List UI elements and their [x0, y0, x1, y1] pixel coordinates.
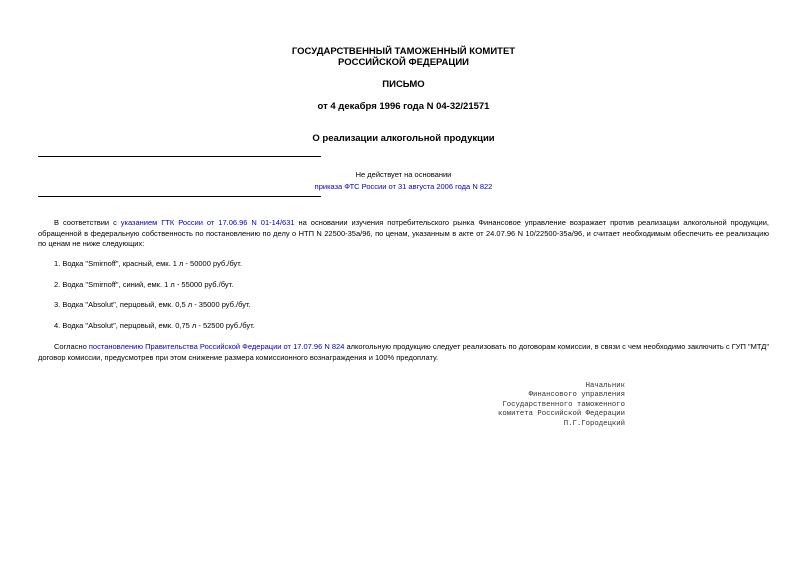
document-status — [0, 169, 807, 193]
signature-org-line-1: Государственного таможенного — [502, 400, 625, 409]
government-resolution-link[interactable]: постановлению Правительства Российской Федерации от 17.07.96 N 824 — [88, 342, 345, 351]
list-item: 3. Водка "Absolut", перцовый, емк. 0,5 л - 35000 руб./бут. — [54, 300, 251, 309]
paragraph-1 — [38, 218, 769, 250]
paragraph-1-intro: В соответствии с — [54, 218, 121, 227]
document-type: ПИСЬМО — [382, 79, 425, 90]
issuer-organization — [0, 46, 807, 68]
divider-bottom — [38, 196, 321, 197]
paragraph-2-text: алкогольную продукцию следует реализовать по договорам комиссии, в связи с чем необходимо заключить с ГУП "МТД" договор комиссии, предусмотрев при этом снижение размера комиссионного вознаграждения и 100% предоплату. — [38, 342, 769, 362]
list-item: 4. Водка "Absolut", перцовый, емк. 0,75 л - 52500 руб./бут. — [54, 321, 255, 330]
list-item: 1. Водка "Smirnoff", красный, емк. 1 л - 50000 руб./бут. — [54, 259, 242, 268]
paragraph-2 — [38, 342, 769, 363]
divider-top — [38, 156, 321, 157]
signature-position: Начальник — [585, 382, 625, 390]
paragraph-2-intro: Согласно — [54, 342, 89, 351]
signature-block — [498, 382, 625, 429]
document-date-number: от 4 декабря 1996 года N 04-32/21571 — [317, 101, 490, 112]
status-text: Не действует на основании — [355, 170, 452, 179]
signatory-name: П.Г.Городецкий — [563, 419, 625, 428]
status-link[interactable]: приказа ФТС России от 31 августа 2006 года N 822 — [314, 182, 493, 191]
document-subject: О реализации алкогольной продукции — [312, 133, 495, 144]
list-item: 2. Водка "Smirnoff", синий, емк. 1 л - 55000 руб./бут. — [54, 280, 234, 289]
issuer-line-1: ГОСУДАРСТВЕННЫЙ ТАМОЖЕННЫЙ КОМИТЕТ — [291, 46, 516, 57]
gtk-instruction-link[interactable]: указанием ГТК России от 17.06.96 N 01-14/631 — [120, 218, 295, 227]
issuer-line-2: РОССИЙСКОЙ ФЕДЕРАЦИИ — [337, 57, 469, 68]
signature-department: Финансового управления — [528, 391, 625, 400]
signature-org-line-2: комитета Российской Федерации — [498, 410, 625, 419]
paragraph-1-text: на основании изучения потребительского рынка Финансовое управление возражает против реализации алкогольной продукции, обращенной в федеральную собственность по постановлению по делу о НТП N 22500-35а/96, по ценам, указанным в акте от 24.07.96 N 10/22500-35а/96, и считает необходимым обеспечить ее реализацию по ценам не ниже следующих: — [38, 218, 769, 248]
